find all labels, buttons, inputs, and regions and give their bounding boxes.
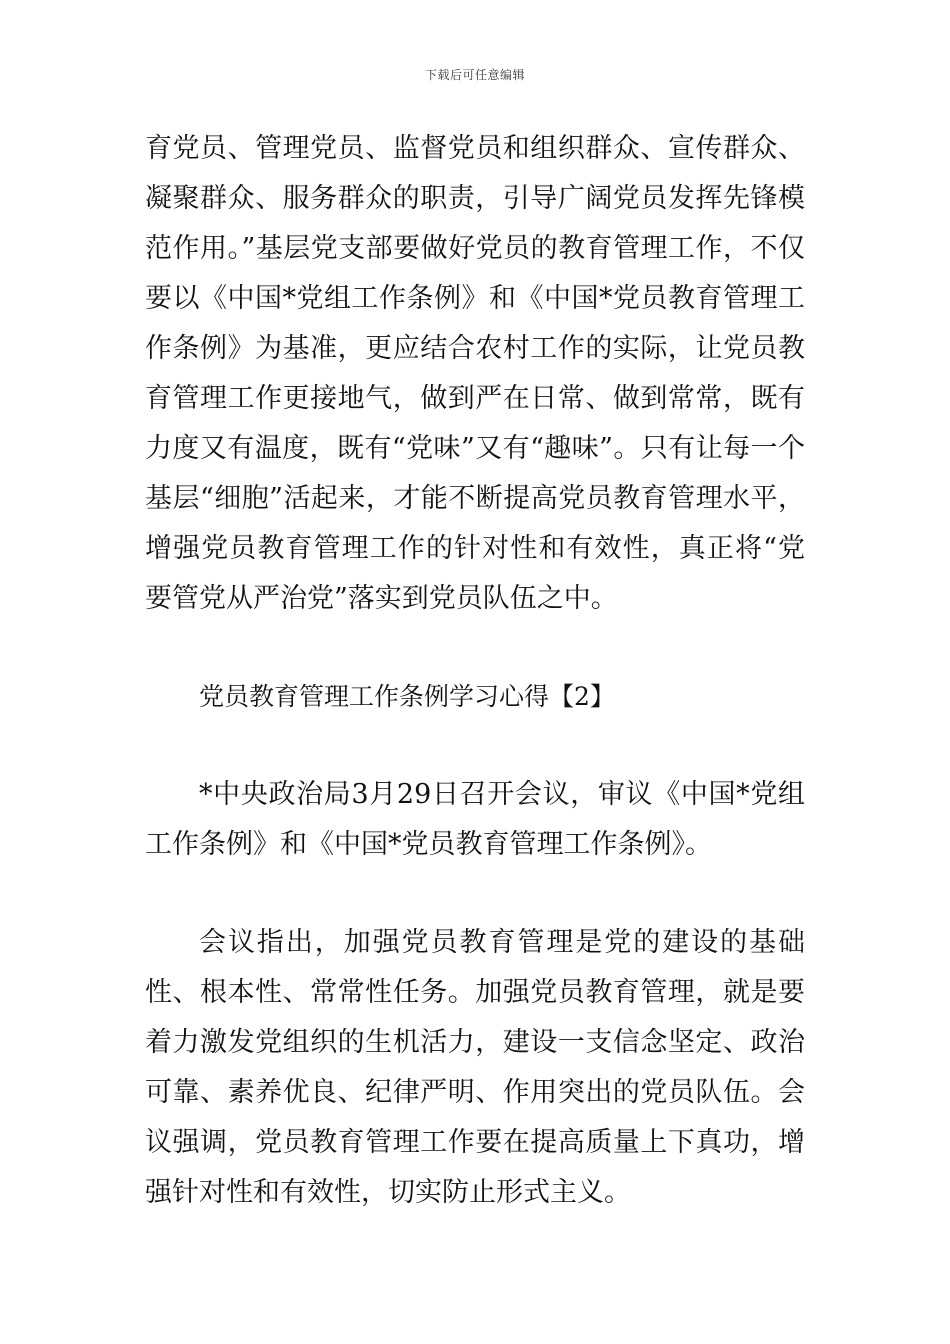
document-body: [145, 124, 805, 1218]
paragraph-meeting-notes: 会议指出，加强党员教育管理是党的建设的基础性、根本性、常常性任务。加强党员教育管理，就是要着力激发党组织的生机活力，建设一支信念坚定、政治可靠、素养优良、纪律严明、作用突出的党员队伍。会议强调，党员教育管理工作要在提高质量上下真功，增强针对性和有效性，切实防止形式主义。: [145, 927, 805, 1208]
paragraph-meeting: *中央政治局3月29日召开会议，审议《中国*党组工作条例》和《中国*党员教育管理工作条例》。: [145, 779, 805, 860]
section-heading: 党员教育管理工作条例学习心得【2】: [199, 682, 615, 711]
paragraph-continuation: 育党员、管理党员、监督党员和组织群众、宣传群众、凝聚群众、服务群众的职责，引导广阔党员发挥先锋模范作用。”基层党支部要做好党员的教育管理工作，不仅要以《中国*党组工作条例》和《中国*党员教育管理工作条例》为基准，更应结合农村工作的实际，让党员教育管理工作更接地气，做到严在日常、做到常常，既有力度又有温度，既有“党味”又有“趣味”。只有让每一个基层“细胞”活起来，才能不断提高党员教育管理水平，增强党员教育管理工作的针对性和有效性，真正将“党要管党从严治党”落实到党员队伍之中。: [145, 133, 805, 614]
page-header-note: 下载后可任意编辑: [424, 68, 525, 82]
